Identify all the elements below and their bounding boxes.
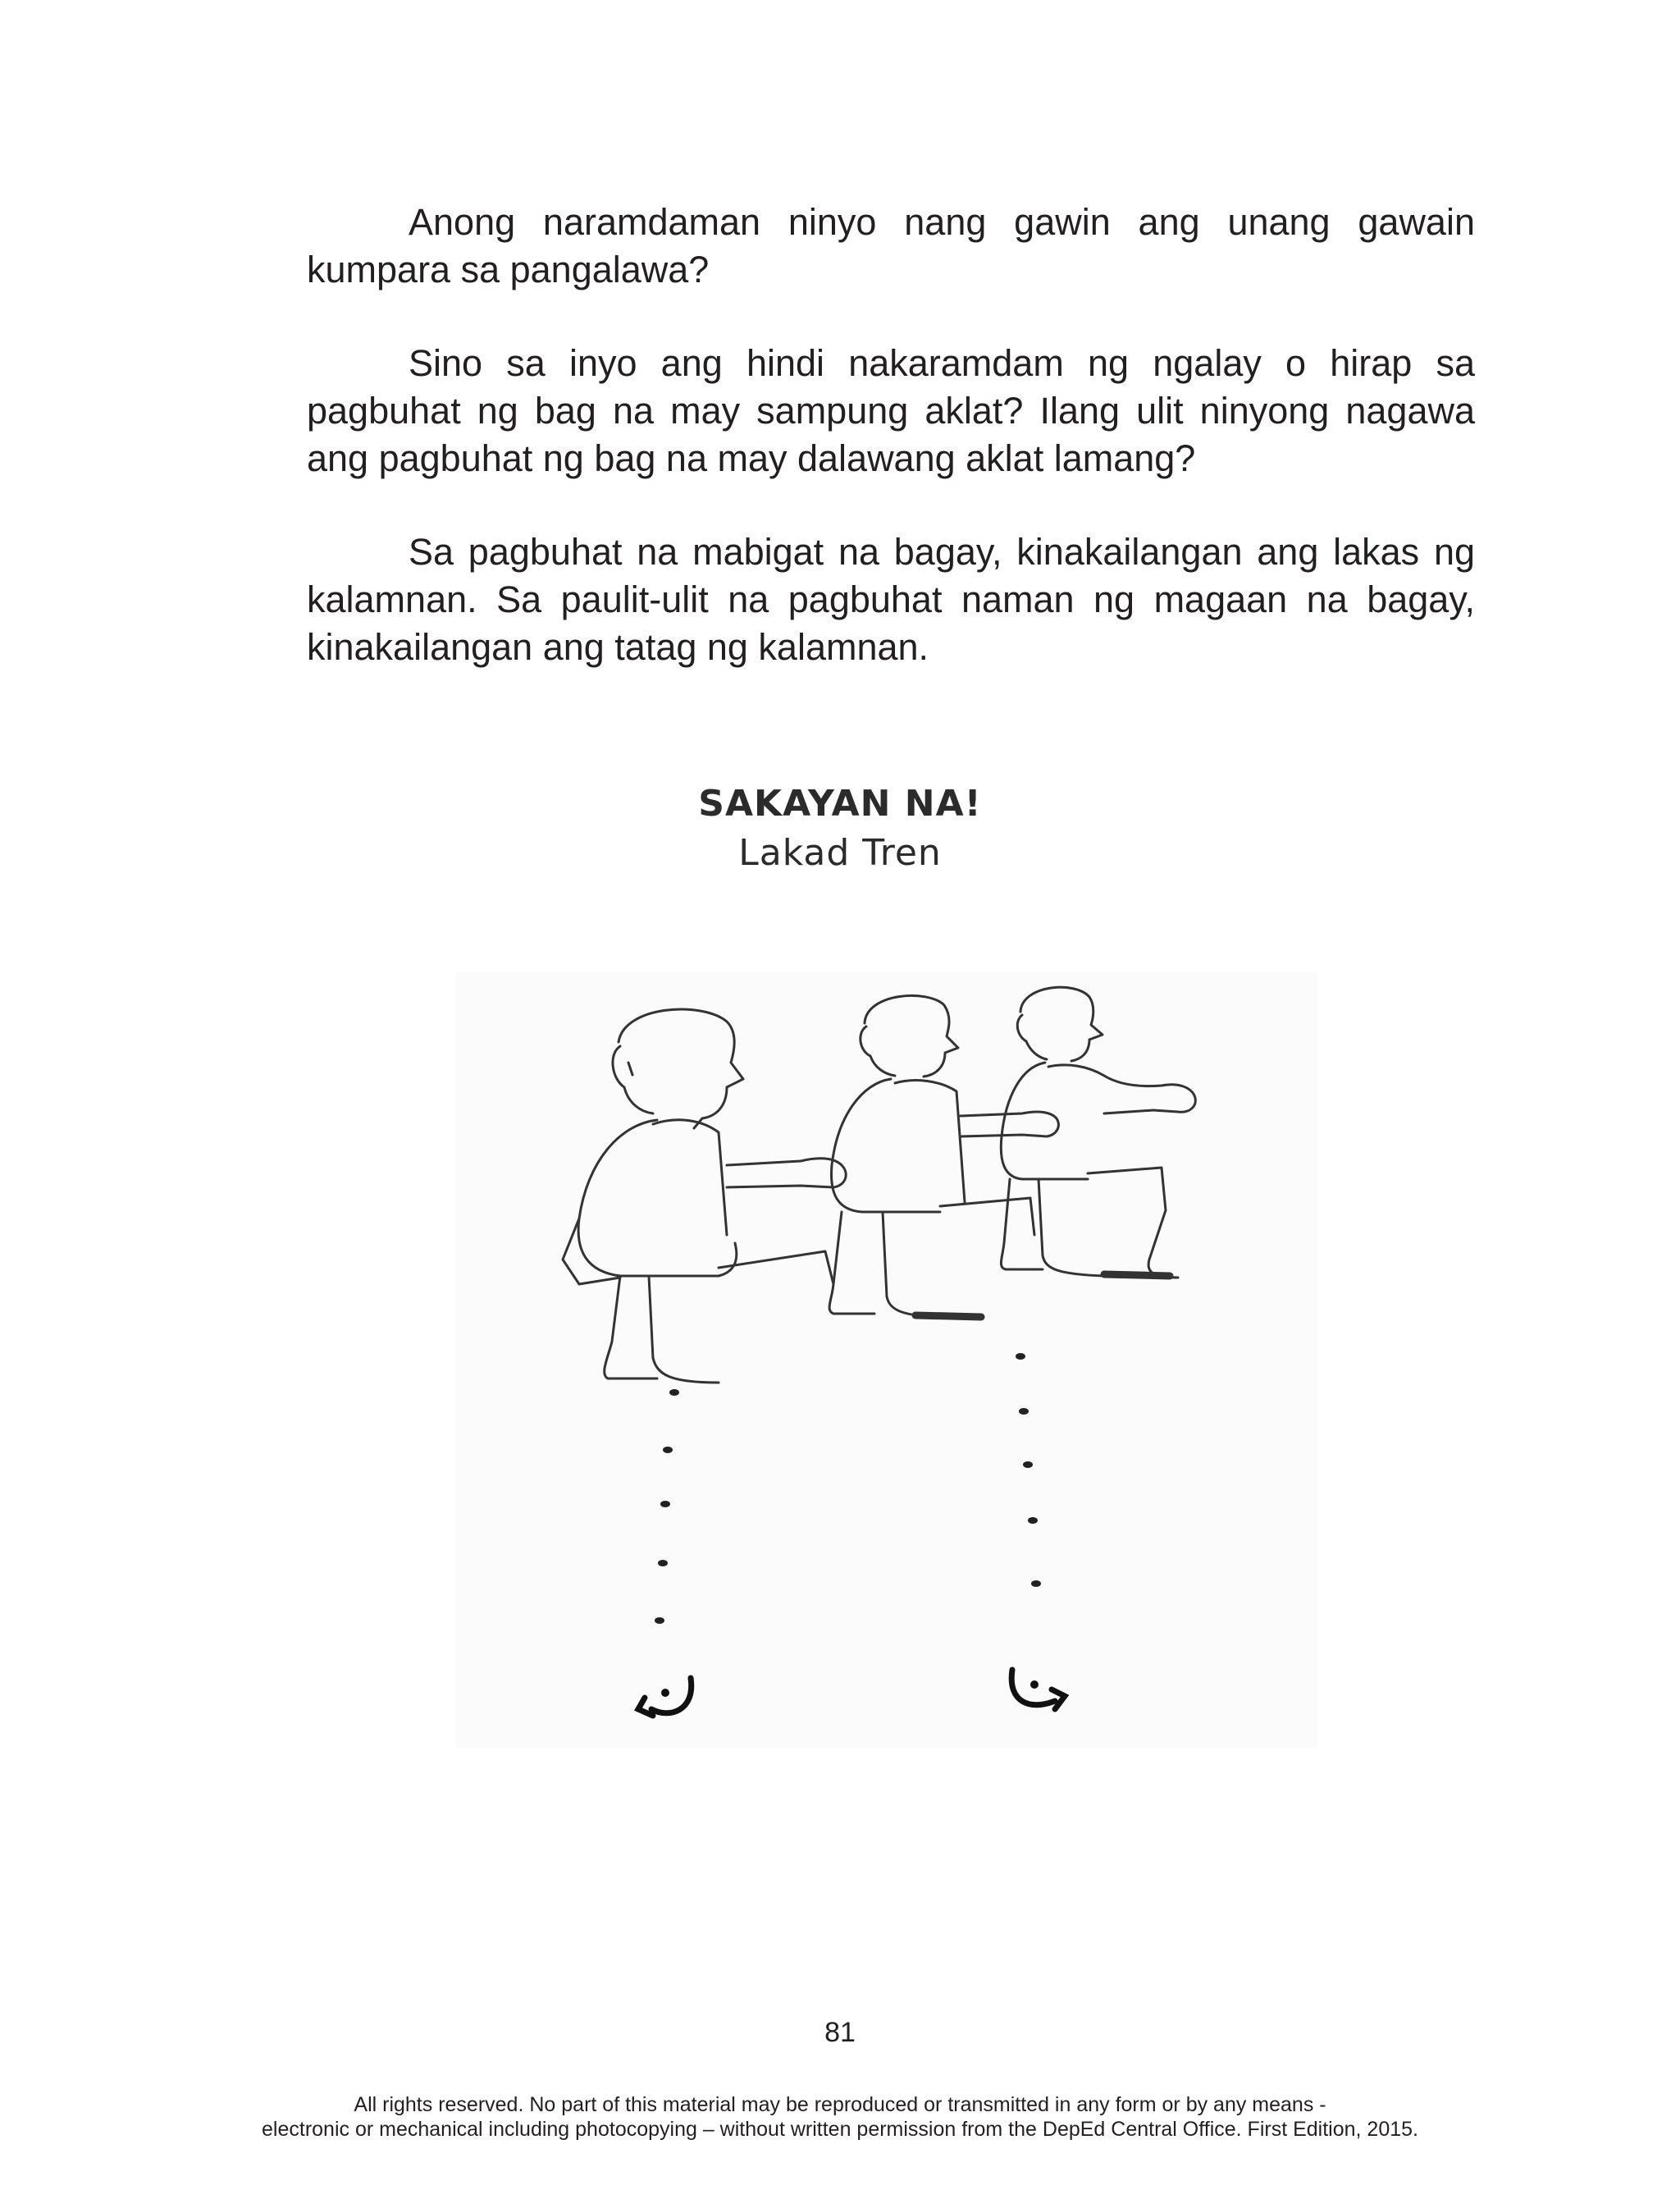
section-subtitle: Lakad Tren [738, 832, 942, 874]
paragraph-2 [307, 340, 1475, 482]
section-title: SAKAYAN NA! [698, 783, 982, 825]
lakad-tren-illustration [456, 972, 1317, 1748]
paragraph-3 [307, 528, 1475, 671]
paragraph-1 [307, 199, 1475, 294]
footer-copyright-line-1: All rights reserved. No part of this material may be reproduced or transmitted in any form or by any means - [354, 2093, 1326, 2116]
paragraph-3-text: Sa pagbuhat na mabigat na bagay, kinakailangan ang lakas ng kalamnan. Sa paulit-ulit na pagbuhat naman ng magaan na bagay, kinakailangan ang tatag ng kalamnan. [307, 531, 1475, 668]
paragraph-1-text: Anong naramdaman ninyo nang gawin ang unang gawain kumpara sa pangalawa? [307, 201, 1475, 290]
turn-arrow-left-dot [661, 1689, 669, 1697]
footer-copyright-line-2: electronic or mechanical including photocopying – without written permission from the DepEd Central Office. First Edition, 2015. [262, 2118, 1418, 2141]
paragraph-2-text: Sino sa inyo ang hindi nakaramdam ng ngalay o hirap sa pagbuhat ng bag na may sampung aklat? Ilang ulit ninyong nagawa ang pagbuhat ng bag na may dalawang aklat lamang? [307, 342, 1475, 479]
lakad-tren-drawing [456, 972, 1317, 1748]
page-number: 81 [824, 2017, 856, 2048]
turn-arrow-right-dot [1030, 1680, 1039, 1689]
